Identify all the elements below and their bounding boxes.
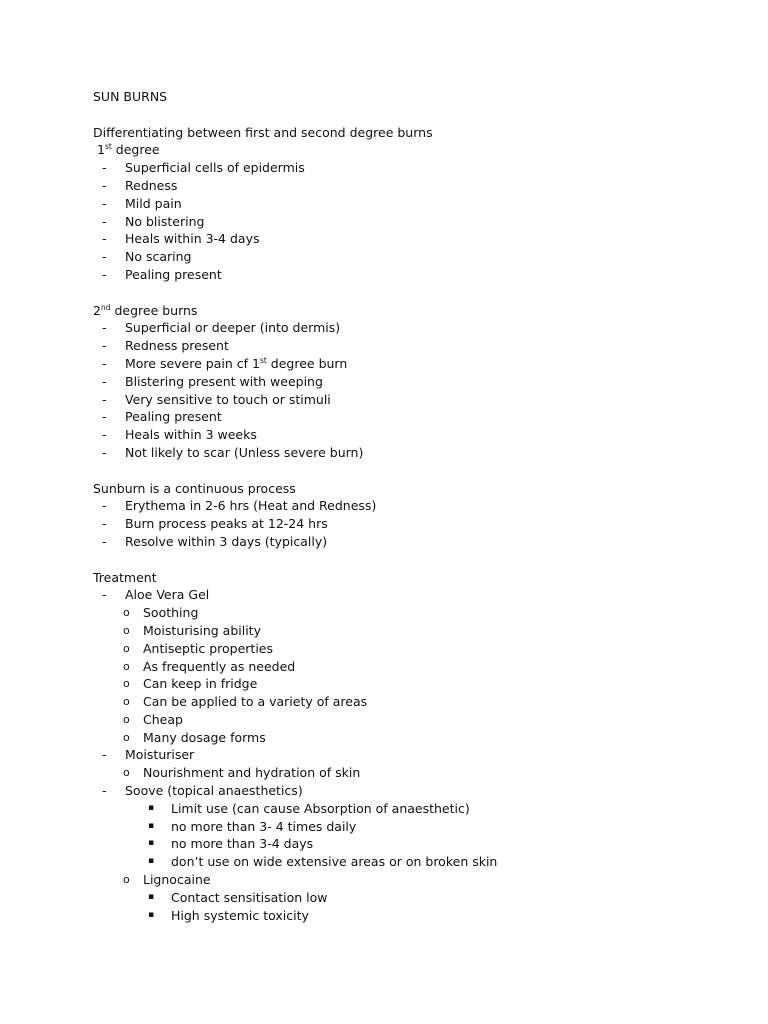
heading-number: 2 [93, 302, 101, 318]
sub-list-item: o Nourishment and hydration of skin [123, 765, 361, 781]
sub-list-item: o Many dosage forms [123, 729, 266, 745]
process-list [93, 497, 713, 550]
sub-sub-list-item: ▪ no more than 3- 4 times daily [148, 818, 357, 834]
list-item: - Erythema in 2-6 hrs (Heat and Redness) [102, 498, 377, 514]
document-title: SUN BURNS [93, 89, 168, 104]
list-item: - Blistering present with weeping [102, 373, 323, 389]
list-item: - Heals within 3 weeks [102, 427, 257, 443]
list-item-moisturiser: - Moisturiser [102, 747, 195, 763]
sub-list-item: o Antiseptic properties [123, 640, 273, 656]
treatment-list [93, 586, 713, 924]
intro-line: Differentiating between first and second degree burns [93, 124, 433, 140]
sub-sub-list-item: ▪ no more than 3-4 days [148, 836, 314, 852]
list-item: - Redness present [102, 338, 229, 354]
list-item: - More severe pain cf 1st degree burn [102, 355, 348, 371]
list-item: - Burn process peaks at 12-24 hrs [102, 516, 328, 532]
treatment-heading: Treatment [93, 569, 157, 585]
first-degree-list [93, 159, 713, 284]
sub-list-item: o Can be applied to a variety of areas [123, 694, 368, 710]
heading-number: 1 [97, 142, 105, 158]
list-item: - No blistering [102, 213, 205, 229]
sub-list-item: o As frequently as needed [123, 658, 296, 674]
list-item: - Pealing present [102, 266, 222, 282]
list-item: - Not likely to scar (Unless severe burn) [102, 444, 364, 460]
list-item: - Very sensitive to touch or stimuli [102, 391, 331, 407]
sub-sub-list-item: ▪ High systemic toxicity [148, 907, 309, 923]
list-item: - Superficial or deeper (into dermis) [102, 320, 341, 336]
sub-list-item: o Can keep in fridge [123, 676, 258, 692]
list-item: - Resolve within 3 days (typically) [102, 533, 328, 549]
sub-list-item-lignocaine: o Lignocaine [123, 872, 211, 888]
heading-text: degree burns [114, 302, 198, 318]
list-item: - Superficial cells of epidermis [102, 160, 305, 176]
list-item-soove: - Soove (topical anaesthetics) [102, 783, 303, 799]
process-heading: Sunburn is a continuous process [93, 480, 296, 496]
second-degree-heading [93, 302, 713, 320]
list-item: - Redness [102, 177, 178, 193]
second-degree-list [93, 319, 713, 461]
list-item-aloe: - Aloe Vera Gel [102, 587, 210, 603]
sub-sub-list-item: ▪ Limit use (can cause Absorption of anaesthetic) [148, 800, 470, 816]
list-item: - Mild pain [102, 195, 182, 211]
heading-superscript: nd [100, 302, 111, 312]
list-item: - Pealing present [102, 409, 222, 425]
sub-sub-list-item: ▪ don’t use on wide extensive areas or on broken skin [148, 854, 498, 870]
list-item: - Heals within 3-4 days [102, 231, 260, 247]
heading-text: degree [115, 142, 160, 158]
document-body [93, 88, 713, 924]
sub-sub-list-item: ▪ Contact sensitisation low [148, 889, 328, 905]
heading-superscript: st [104, 142, 112, 152]
sub-list-item: o Soothing [123, 605, 199, 621]
list-item: - No scaring [102, 249, 192, 265]
sub-list-item: o Moisturising ability [123, 622, 261, 638]
sub-list-item: o Cheap [123, 711, 183, 727]
first-degree-heading [93, 141, 713, 159]
